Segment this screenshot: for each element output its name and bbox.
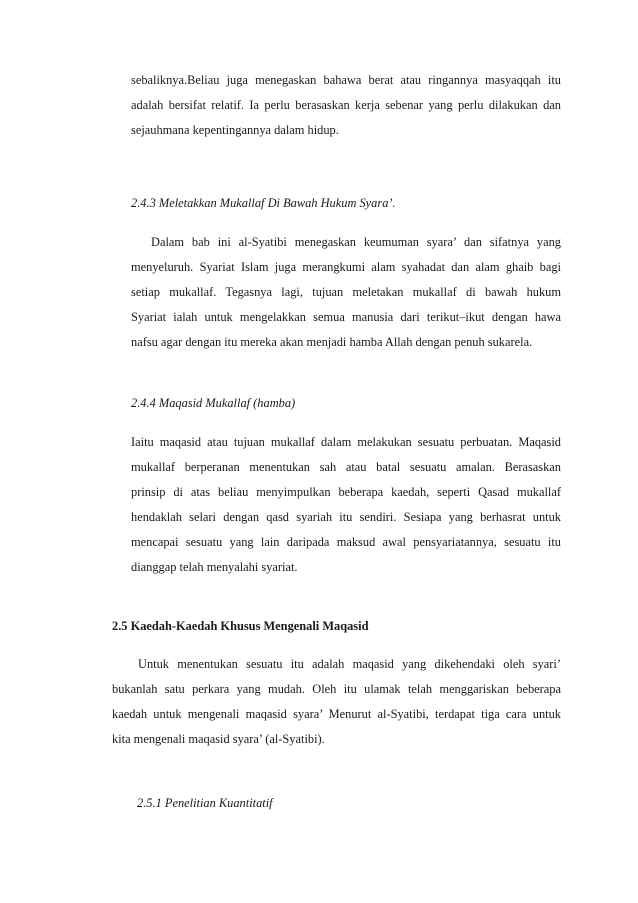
paragraph-2-4-3 [131, 230, 561, 355]
text-line: Iaitu maqasid atau tujuan mukallaf dalam melakukan sesuatu perbuatan. Maqasid [131, 435, 561, 449]
text-line: sebaliknya.Beliau juga menegaskan bahawa berat atau ringannya masyaqqah itu [131, 73, 561, 87]
text-line: kita mengenali maqasid syara’ (al-Syatibi). [112, 732, 325, 746]
text-line: hendaklah selari dengan qasd syariah itu sendiri. Sesiapa yang berhasrat untuk [131, 510, 561, 524]
text-line: kaedah untuk mengenali maqasid syara’ Menurut al-Syatibi, terdapat tiga cara untuk [112, 707, 561, 721]
section-heading-2-4-3: 2.4.3 Meletakkan Mukallaf Di Bawah Hukum Syara’. [131, 196, 396, 210]
text-line: prinsip di atas beliau menyimpulkan beberapa kaedah, seperti Qasad mukallaf [131, 485, 561, 499]
paragraph-intro [131, 68, 561, 143]
text-line: nafsu agar dengan itu mereka akan menjadi hamba Allah dengan penuh sukarela. [131, 335, 533, 349]
paragraph-2-5 [112, 652, 561, 752]
text-line: dianggap telah menyalahi syariat. [131, 560, 298, 574]
text-line: Untuk menentukan sesuatu itu adalah maqasid yang dikehendaki oleh syari’ [138, 657, 561, 671]
text-line: mukallaf berperanan menentukan sah atau batal sesuatu amalan. Berasaskan [131, 460, 561, 474]
text-line: menyeluruh. Syariat Islam juga merangkumi alam syahadat dan alam ghaib bagi [131, 260, 561, 274]
text-line: Syariat ialah untuk mengelakkan semua manusia dari terikut–ikut dengan hawa [131, 310, 561, 324]
text-line: setiap mukallaf. Tegasnya lagi, tujuan meletakan mukallaf di bawah hukum [131, 285, 561, 299]
text-line: adalah bersifat relatif. Ia perlu berasaskan kerja sebenar yang perlu dilakukan dan [131, 98, 561, 112]
text-line: Dalam bab ini al-Syatibi menegaskan keumuman syara’ dan sifatnya yang [151, 235, 561, 249]
text-line: mencapai sesuatu yang lain daripada maksud awal pensyariatannya, sesuatu itu [131, 535, 561, 549]
text-line: sejauhmana kepentingannya dalam hidup. [131, 123, 339, 137]
section-heading-2-5-1: 2.5.1 Penelitian Kuantitatif [137, 796, 273, 810]
text-line: bukanlah satu perkara yang mudah. Oleh itu ulamak telah menggariskan beberapa [112, 682, 561, 696]
paragraph-2-4-4 [131, 430, 561, 580]
section-heading-2-5: 2.5 Kaedah-Kaedah Khusus Mengenali Maqasid [112, 619, 369, 633]
section-heading-2-4-4: 2.4.4 Maqasid Mukallaf (hamba) [131, 396, 296, 410]
